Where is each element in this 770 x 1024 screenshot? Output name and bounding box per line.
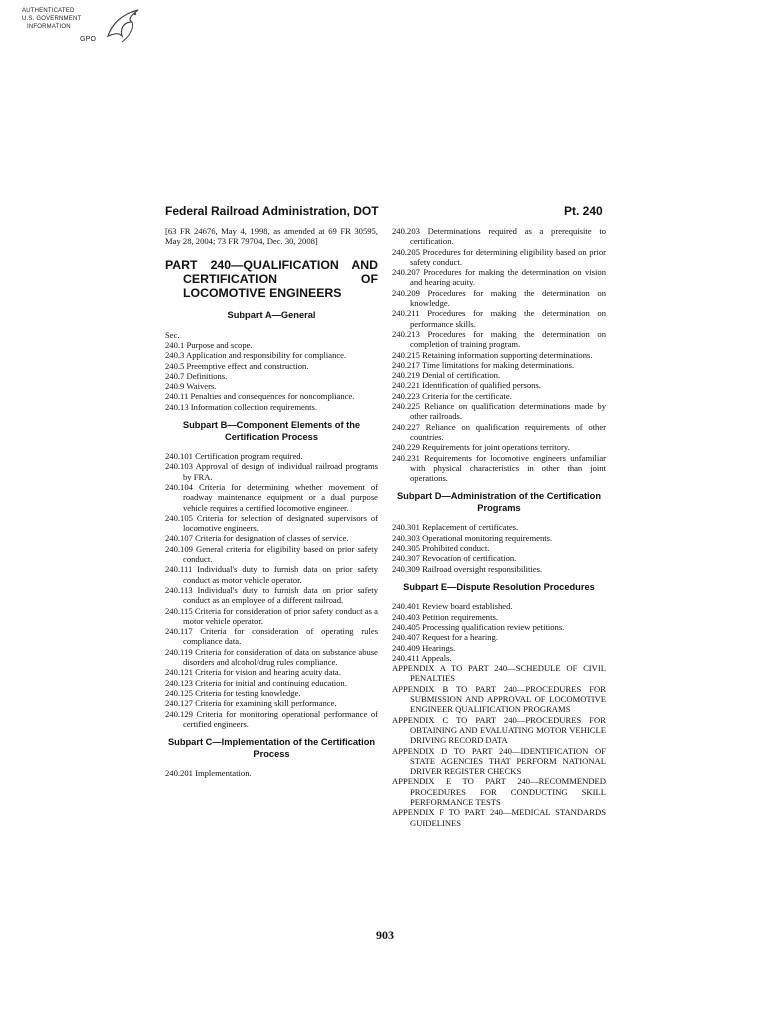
toc-entry: 240.223 Criteria for the certificate. bbox=[392, 390, 512, 401]
toc-entry: 240.219 Denial of certification. bbox=[392, 370, 501, 381]
toc-entry: 240.303 Operational monitoring requirements. bbox=[392, 532, 553, 543]
toc-entry: 240.103 Approval of design of individual railroad programs by FRA. bbox=[165, 461, 378, 482]
toc-entry: 240.1 Purpose and scope. bbox=[165, 340, 253, 350]
toc-entry: 240.225 Reliance on qualification determinations made by other railroads. bbox=[392, 401, 606, 422]
toc-entry: 240.9 Waivers. bbox=[165, 381, 217, 392]
toc-entry: 240.401 Review board established. bbox=[392, 601, 513, 612]
toc-entry: 240.207 Procedures for making the determination on vision and hearing acuity. bbox=[392, 267, 606, 288]
toc-entry: 240.211 Procedures for making the determination on performance skills. bbox=[392, 308, 606, 329]
sec-label: Sec. bbox=[165, 329, 180, 340]
toc-entry: 240.111 Individual's duty to furnish data on prior safety conduct as motor vehicle operator. bbox=[165, 564, 378, 585]
seal-text-2: U.S. GOVERNMENT bbox=[22, 16, 82, 22]
toc-entry: 240.309 Railroad oversight responsibilities. bbox=[392, 563, 543, 574]
left-column bbox=[165, 226, 378, 778]
toc-entry: 240.123 Criteria for initial and continuing education. bbox=[165, 677, 347, 688]
subpart-c-heading: Subpart C—Implementation of the Certification Process bbox=[167, 737, 376, 759]
eagle-icon bbox=[102, 6, 144, 48]
toc-entry: 240.119 Criteria for consideration of data on substance abuse disorders and alcohol/drug rules compliance. bbox=[165, 646, 378, 668]
appendix-entry: APPENDIX E TO PART 240—RECOMMENDED PROCEDURES FOR CONDUCTING SKILL PERFORMANCE TESTS bbox=[392, 776, 606, 808]
toc-entry: 240.209 Procedures for making the determination on knowledge. bbox=[392, 287, 606, 309]
toc-entry: 240.307 Revocation of certification. bbox=[392, 553, 517, 564]
toc-entry: 240.411 Appeals. bbox=[392, 652, 452, 663]
toc-entry: 240.109 General criteria for eligibility based on prior safety conduct. bbox=[165, 543, 378, 565]
subpart-e-heading: Subpart E—Dispute Resolution Procedures bbox=[403, 581, 595, 592]
appendix-entry: APPENDIX F TO PART 240—MEDICAL STANDARDS GUIDELINES bbox=[392, 807, 606, 828]
running-head-agency: Federal Railroad Administration, DOT bbox=[165, 204, 379, 218]
toc-entry: 240.221 Identification of qualified persons. bbox=[392, 380, 541, 391]
toc-entry: 240.3 Application and responsibility for compliance. bbox=[165, 350, 347, 361]
toc-entry: 240.101 Certification program required. bbox=[165, 451, 303, 462]
toc-entry: 240.113 Individual's duty to furnish data on prior safety conduct as an employee of a different railroad. bbox=[165, 584, 378, 606]
seal-text-4: GPO bbox=[80, 36, 97, 43]
toc-entry: 240.11 Penalties and consequences for noncompliance. bbox=[165, 391, 355, 402]
toc-entry: 240.117 Criteria for consideration of operating rules compliance data. bbox=[165, 626, 378, 647]
subpart-d-heading: Subpart D—Administration of the Certification Programs bbox=[396, 491, 602, 513]
toc-entry: 240.203 Determinations required as a prerequisite to certification. bbox=[392, 226, 606, 247]
toc-entry: 240.129 Criteria for monitoring operational performance of certified engineers. bbox=[165, 708, 378, 729]
right-column bbox=[392, 226, 606, 828]
gpo-authentication-seal bbox=[22, 6, 142, 50]
seal-text-1: AUTHENTICATED bbox=[22, 8, 75, 14]
page-number: 903 bbox=[376, 928, 394, 942]
toc-entry: 240.213 Procedures for making the determination on completion of training program. bbox=[392, 328, 606, 350]
toc-entry: 240.121 Criteria for vision and hearing acuity data. bbox=[165, 667, 341, 678]
amendment-citation: [63 FR 24676, May 4, 1998, as amended at 69 FR 30595, May 28, 2004; 73 FR 79704, Dec. 30, 2008] bbox=[165, 226, 378, 247]
running-head-part: Pt. 240 bbox=[564, 204, 603, 218]
appendix-entry: APPENDIX A TO PART 240—SCHEDULE OF CIVIL PENALTIES bbox=[392, 663, 606, 684]
seal-text-3: INFORMATION bbox=[27, 24, 71, 30]
subpart-b-heading: Subpart B—Component Elements of the Certification Process bbox=[182, 420, 361, 442]
toc-entry: 240.215 Retaining information supporting determinations. bbox=[392, 349, 593, 360]
toc-entry: 240.125 Criteria for testing knowledge. bbox=[165, 687, 301, 698]
toc-entry: 240.105 Criteria for selection of designated supervisors of locomotive engineers. bbox=[165, 512, 378, 534]
toc-entry: 240.231 Requirements for locomotive engineers unfamiliar with physical characteristics in other than joint operations. bbox=[392, 452, 606, 484]
toc-entry: 240.301 Replacement of certificates. bbox=[392, 522, 519, 533]
toc-entry: 240.127 Criteria for examining skill performance. bbox=[165, 698, 337, 709]
toc-entry: 240.201 Implementation. bbox=[165, 768, 252, 779]
toc-entry: 240.405 Processing qualification review petitions. bbox=[392, 622, 565, 632]
toc-entry: 240.305 Prohibited conduct. bbox=[392, 543, 490, 554]
appendix-entry: APPENDIX B TO PART 240—PROCEDURES FOR SUBMISSION AND APPROVAL OF LOCOMOTIVE ENGINEER QUALIFICATION PROGRAMS bbox=[392, 683, 606, 715]
toc-entry: 240.217 Time limitations for making determinations. bbox=[392, 359, 575, 370]
toc-entry: 240.115 Criteria for consideration of prior safety conduct as a motor vehicle operator. bbox=[165, 605, 378, 626]
appendix-entry: APPENDIX D TO PART 240—IDENTIFICATION OF STATE AGENCIES THAT PERFORM NATIONAL DRIVER REGISTER CHECKS bbox=[392, 745, 606, 777]
toc-entry: 240.409 Hearings. bbox=[392, 642, 456, 653]
toc-entry: 240.5 Preemptive effect and construction. bbox=[165, 360, 309, 371]
toc-entry: 240.227 Reliance on qualification requirements of other countries. bbox=[392, 421, 606, 442]
toc-entry: 240.407 Request for a hearing. bbox=[392, 632, 498, 643]
appendix-entry: APPENDIX C TO PART 240—PROCEDURES FOR OBTAINING AND EVALUATING MOTOR VEHICLE DRIVING RECORD DATA bbox=[392, 714, 606, 746]
toc-entry: 240.7 Definitions. bbox=[165, 370, 228, 381]
toc-entry: 240.13 Information collection requirements. bbox=[165, 401, 318, 412]
toc-entry: 240.107 Criteria for designation of classes of service. bbox=[165, 533, 349, 544]
part-title: PART 240—QUALIFICATION AND CERTIFICATION OF LOCOMOTIVE ENGINEERS bbox=[165, 257, 378, 300]
toc-entry: 240.403 Petition requirements. bbox=[392, 611, 498, 622]
subpart-a-heading: Subpart A—General bbox=[227, 310, 316, 321]
toc-entry: 240.104 Criteria for determining whether movement of roadway maintenance equipment or a dual purpose vehicle requires a certified locomotive engineer. bbox=[165, 481, 378, 513]
toc-entry: 240.205 Procedures for determining eligibility based on prior safety conduct. bbox=[392, 246, 606, 267]
toc-entry: 240.229 Requirements for joint operations territory. bbox=[392, 442, 570, 453]
